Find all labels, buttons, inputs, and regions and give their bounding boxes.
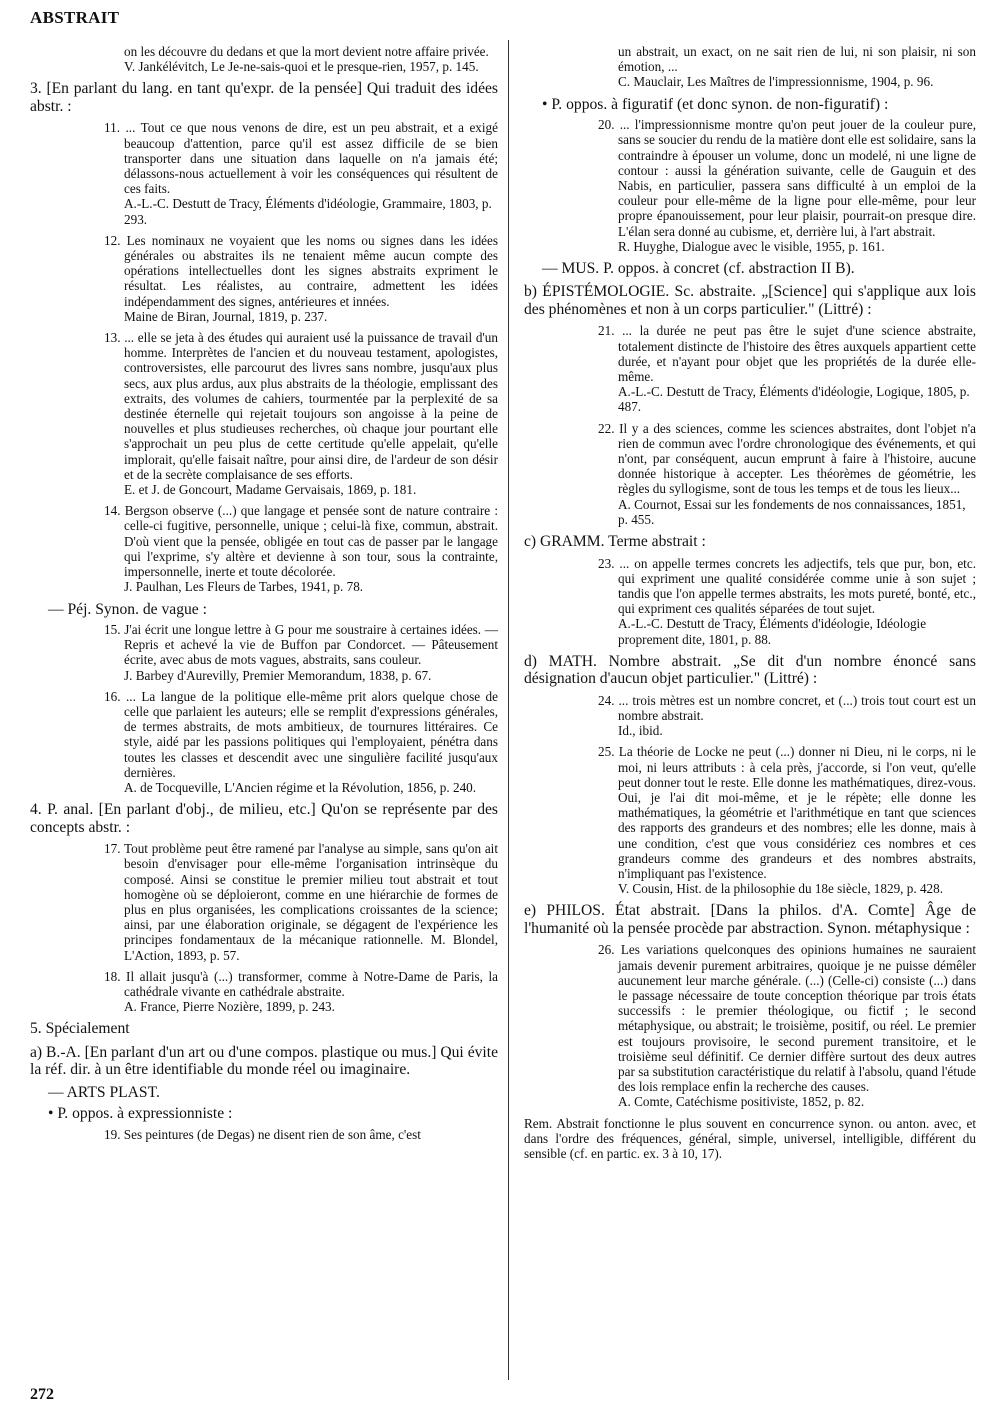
citation-text: [104, 503, 498, 579]
citation-source: A.-L.-C. Destutt de Tracy, Éléments d'idéologie, Idéologie proprement dite, 1801, p. 88.: [618, 616, 927, 647]
citation-number: 24.: [598, 692, 615, 708]
citation-text: [598, 44, 976, 74]
citation-source: A. de Tocqueville, L'Ancien régime et la Révolution, 1856, p. 240.: [124, 780, 477, 796]
citation-number: 25.: [598, 744, 615, 760]
citation-source: A. Comte, Catéchisme positiviste, 1852, p. 82.: [618, 1094, 865, 1110]
citation-body: ... Tout ce que nous venons de dire, est un peu abstrait, et a exigé beaucoup d'attention, parce qu'il est assez difficile de se bien transporter dans une situation dans laquelle on n'a jamais été; délassons-nous actuellement à voir les conséquences qui résultent de ces faits.: [124, 120, 499, 197]
citation-text: [598, 556, 976, 617]
sense-definition: [524, 283, 976, 318]
remark: [524, 1116, 976, 1162]
citation-number: 19.: [104, 1126, 121, 1142]
definition-text: e) PHILOS. État abstrait. [Dans la philos. d'A. Comte] Âge de l'humanité où la pensée procède par abstraction. Synon. métaphysique :: [524, 902, 976, 937]
citation-number: 21.: [598, 323, 615, 339]
subheading-text: — ARTS PLAST.: [48, 1083, 160, 1101]
citation-body: La théorie de Locke ne peut (...) donner ni Dieu, ni le corps, ni le moi, ni leurs attributs : à cela près, j'accorde, si l'on veut, qu'elle peut donner tout le reste. Elle donne les mathématiques, direz-vous. Oui, je l'ai dit moi-même, et je le répète; elle donne les mathématiques, la géométrie et l'arithmétique en tant que sciences des rapports des grandeurs et des nombres; elle les donne, mais à une condition, c'est que vous considériez ces nombres et ces grandeurs comme des grandeurs et des nombres abstraits, n'impliquant pas l'existence.: [618, 744, 977, 882]
citation-14: [30, 503, 498, 594]
subheading-text: • P. oppos. à expressionniste :: [48, 1105, 233, 1123]
column-divider: [508, 40, 509, 1380]
citation-23: [524, 556, 976, 647]
citation-11: [30, 120, 498, 226]
citation-13: [30, 330, 498, 497]
right-column: [524, 44, 976, 1161]
citation-body: Tout problème peut être ramené par l'analyse au simple, sans qu'on ait besoin d'envisager pour elle-même l'organisation intrinsèque du composé. Ainsi se constitue le premier milieu tout abstrait et tout homogène où se déploieront, comme en une hiérarchie de formes de plus en plus organisées, les complications croissantes de la science; ainsi, par une élaboration originale, se dégagent de l'expérience les principes fondamentaux de la mécanique rationnelle. M. Blondel, L'Action, 1893, p. 57.: [123, 841, 499, 963]
citation-source: V. Cousin, Hist. de la philosophie du 18e siècle, 1829, p. 428.: [618, 881, 944, 897]
definition-text: d) MATH. Nombre abstrait. „Se dit d'un nombre énoncé sans désignation d'aucun objet particulier." (Littré) :: [524, 652, 976, 688]
citation-body: Les variations quelconques des opinions humaines ne sauraient jamais devenir purement arbitraires, quoique je ne puisse démêler aucunement leur marche générale. (...) (Celle-ci) consiste (...) dans le passage nécessaire de toute conception théorique par trois états successifs : le premier théologique, ou fictif ; le second métaphysique, ou abstrait; le troisième, positif, ou réel. Le premier est toujours provisoire, le second purement transitoire, et le troisième seul définitif. Ce dernier diffère surtout des deux autres par sa substitution caractéristique du relatif à l'absolu, quand l'étude des lois remplace enfin la recherche des causes.: [618, 942, 976, 1095]
sense-definition: [524, 653, 976, 688]
citation-body: un abstrait, un exact, on ne sait rien de lui, ni son plaisir, ni son émotion, ...: [618, 44, 976, 75]
citation-source: J. Barbey d'Aurevilly, Premier Memorandum, 1838, p. 67.: [124, 667, 432, 683]
citation-source: A. Cournot, Essai sur les fondements de nos connaissances, 1851, p. 455.: [618, 496, 966, 527]
citation-source: Maine de Biran, Journal, 1819, p. 237.: [124, 308, 328, 324]
citation-number: 11.: [104, 120, 120, 136]
citation-body: Il allait jusqu'à (...) transformer, comme à Notre-Dame de Paris, la cathédrale vivante en cathédrale abstraite.: [124, 968, 499, 1000]
citation-body: Ses peintures (de Degas) ne disent rien de son âme, c'est: [123, 1126, 421, 1142]
citation-body: ... elle se jeta à des études qui auraient usé la puissance de travail d'un homme. Interprètes de l'ancien et du nouveau testament, apologistes, controversistes, elle parcourut des livres sans nombre, jusqu'aux plus secs, aux plus ardus, aux plus abstraits de la théologie, emplissant des extraits, des volumes de cahiers, tourmentée par la perplexité de sa destinée éternelle qui rejetait toujours son angoisse à la peine de nouvelles et plus studieuses recherches, où chaque jour pourtant elle s'approchait un peu plus de cette certitude qu'elle appelait, qu'elle implorait, qu'elle faisait naître, pour ainsi dire, de l'ardeur de son désir et de la secrète complaisance de ses efforts.: [124, 330, 498, 482]
citation-19: [30, 1127, 498, 1142]
citation-22: [524, 421, 976, 527]
citation-body: ... trois mètres est un nombre concret, et (...) trois tout court est un nombre abstrait.: [618, 692, 976, 723]
left-column: [30, 44, 498, 1148]
citation-text: [598, 693, 976, 723]
citation-source: A.-L.-C. Destutt de Tracy, Éléments d'idéologie, Grammaire, 1803, p. 293.: [124, 196, 492, 227]
citation-continued: [30, 44, 498, 74]
sense-definition: [30, 80, 498, 115]
citation-text: [598, 942, 976, 1094]
citation-number: 26.: [598, 942, 615, 958]
citation-15: [30, 622, 498, 683]
citation-body: J'ai écrit une longue lettre à G pour me soustraire à certaines idées. — Repris et achevé la vie de Buffon par Condorcet. — Pâteusement écrite, avec abus de mots vagues, abstraits, sans couleur.: [124, 622, 498, 668]
citation-16: [30, 689, 498, 795]
sense-subheading: [48, 1084, 498, 1102]
definition-text: c) GRAMM. Terme abstrait :: [524, 533, 706, 551]
sense-subheading: [542, 96, 976, 114]
citation-text: [104, 233, 498, 309]
citation-26: [524, 942, 976, 1109]
subheading-text: — MUS. P. oppos. à concret (cf. abstraction II B).: [542, 259, 855, 277]
sense-definition: [30, 801, 498, 836]
citation-body: ... on appelle termes concrets les adjectifs, tels que pur, bon, etc. qui expriment une qualité considérée comme unie à son sujet ; tandis que l'on appelle termes abstraits, les mots pureté, bonté, etc., qui expriment ces qualités séparées de tout sujet.: [618, 555, 976, 617]
citation-text: [598, 744, 976, 881]
citation-18: [30, 969, 498, 1015]
citation-21: [524, 323, 976, 414]
citation-text: [104, 969, 498, 999]
citation-body: ... La langue de la politique elle-même prit alors quelque chose de celle que parlaient les auteurs; elle se remplit d'expressions générales, de termes abstraits, de mots ambitieux, de tournures littéraires. Ce style, aidé par les passions politiques qui l'employaient, pénétra dans toutes les classes et descendit avec une singulière facilité jusqu'aux dernières.: [124, 688, 498, 780]
citation-text: [104, 622, 498, 668]
citation-text: [598, 117, 976, 239]
citation-source: R. Huyghe, Dialogue avec le visible, 1955, p. 161.: [618, 238, 885, 254]
definition-text: 3. [En parlant du lang. en tant qu'expr. de la pensée] Qui traduit des idées abstr. :: [30, 80, 498, 115]
citation-20: [524, 117, 976, 254]
citation-source: V. Jankélévitch, Le Je-ne-sais-quoi et le presque-rien, 1957, p. 145.: [124, 59, 479, 75]
citation-body: on les découvre du dedans et que la mort devient notre affaire privée.: [124, 44, 489, 59]
citation-body: ... la durée ne peut pas être le sujet d'une science abstraite, totalement distincte de l'histoire des êtres auxquels appartient cette durée, et n'ayant pour objet que les propriétés de la durée elle-même.: [618, 323, 976, 385]
citation-number: 12.: [104, 232, 121, 248]
subheading-text: — Péj. Synon. de vague :: [48, 600, 207, 618]
citation-number: 13.: [104, 330, 121, 346]
sense-definition: [524, 533, 976, 551]
citation-text: [598, 323, 976, 384]
page-number: 272: [30, 1386, 54, 1403]
sense-subheading: [48, 601, 498, 619]
citation-number: 17.: [104, 841, 121, 857]
citation-source: J. Paulhan, Les Fleurs de Tarbes, 1941, p. 78.: [124, 579, 364, 595]
citation-continued: [524, 44, 976, 90]
definition-text: b) ÉPISTÉMOLOGIE. Sc. abstraite. „[Science] qui s'applique aux lois des phénomènes et non à un corps particulier." (Littré) :: [524, 283, 976, 318]
citation-source: E. et J. de Goncourt, Madame Gervaisais, 1869, p. 181.: [124, 482, 417, 498]
citation-number: 16.: [104, 688, 121, 704]
citation-body: Il y a des sciences, comme les sciences abstraites, dont l'objet n'a rien de commun avec l'ordre chronologique des événements, et qui n'ont, par conséquent, aucun emprunt à faire à l'histoire, aucune donnée historique à accepter. Les théorèmes de géométrie, les règles du syllogisme, sont de tous les temps et de tous les lieux...: [618, 420, 976, 497]
citation-source: Id., ibid.: [618, 723, 663, 739]
citation-text: [104, 841, 498, 963]
sense-definition: [30, 1044, 498, 1079]
citation-body: ... l'impressionnisme montre qu'on peut jouer de la couleur pure, sans se soucier du rendu de la matière dont elle est solidaire, sans la contraindre à épouser un volume, donc un modelé, ni une ligne de contour : aussi la génération suivante, celle de Gauguin et des Nabis, en particulier, passera sans difficulté à un emploi de la couleur pour elle-même de la ligne pour elle-même, pour leur propre épanouissement, pour leur plaisir, pourrait-on presque dire. L'élan sera donné au cubisme, et, derrière lui, à l'art abstrait.: [618, 117, 977, 239]
citation-source: C. Mauclair, Les Maîtres de l'impressionnisme, 1904, p. 96.: [618, 74, 934, 90]
citation-text: [598, 421, 976, 497]
citation-number: 14.: [104, 503, 121, 519]
citation-25: [524, 744, 976, 896]
citation-number: 22.: [598, 420, 615, 436]
running-head: ABSTRAIT: [30, 8, 120, 27]
citation-17: [30, 841, 498, 963]
sense-definition: [524, 902, 976, 937]
citation-text: [104, 689, 498, 780]
citation-source: A.-L.-C. Destutt de Tracy, Éléments d'idéologie, Logique, 1805, p. 487.: [618, 384, 970, 415]
citation-number: 20.: [598, 117, 615, 133]
definition-text: 4. P. anal. [En parlant d'obj., de milieu, etc.] Qu'on se représente par des concepts abstr. :: [30, 801, 498, 836]
sense-subheading: [48, 1105, 498, 1123]
citation-12: [30, 233, 498, 324]
definition-text: 5. Spécialement: [30, 1020, 130, 1038]
sense-subheading: [542, 260, 976, 278]
citation-text: [104, 120, 498, 196]
citation-number: 23.: [598, 555, 615, 571]
citation-source: A. France, Pierre Nozière, 1899, p. 243.: [124, 999, 335, 1015]
citation-body: Bergson observe (...) que langage et pensée sont de nature contraire : celle-ci fugitive, personnelle, unique ; celui-là fixe, commun, abstrait. D'où vient que la pensée, obligée en tout cas de passer par le langage qui l'exprime, s'y altère et devienne à son tour, sous la contrainte, impersonnelle, inerte et toute décolorée.: [124, 503, 498, 580]
citation-text: [104, 44, 498, 59]
citation-number: 15.: [104, 622, 121, 637]
subheading-text: • P. oppos. à figuratif (et donc synon. de non-figuratif) :: [542, 95, 889, 113]
citation-body: Les nominaux ne voyaient que les noms ou signes dans les idées générales ou abstraites ils ne tenaient même aucun compte des opérations intellectuelles dont les signes abstraits expriment le résultat. Les réalistes, au contraire, admettent les idées indépendamment des signes, antérieures et innées.: [124, 232, 499, 309]
citation-text: [104, 1127, 498, 1142]
citation-number: 18.: [104, 968, 121, 984]
citation-24: [524, 693, 976, 739]
remark-text: Rem. Abstrait fonctionne le plus souvent en concurrence synon. ou anton. avec, et dans l'ordre des fréquences, général, simple, universel, intelligible, différent du sensible (cf. en partic. ex. 3 à 10, 17).: [524, 1115, 976, 1162]
sense-definition: [30, 1020, 498, 1038]
citation-text: [104, 330, 498, 482]
definition-text: a) B.-A. [En parlant d'un art ou d'une compos. plastique ou mus.] Qui évite la réf. dir. à un être identifiable du monde réel ou imaginaire.: [30, 1043, 498, 1079]
